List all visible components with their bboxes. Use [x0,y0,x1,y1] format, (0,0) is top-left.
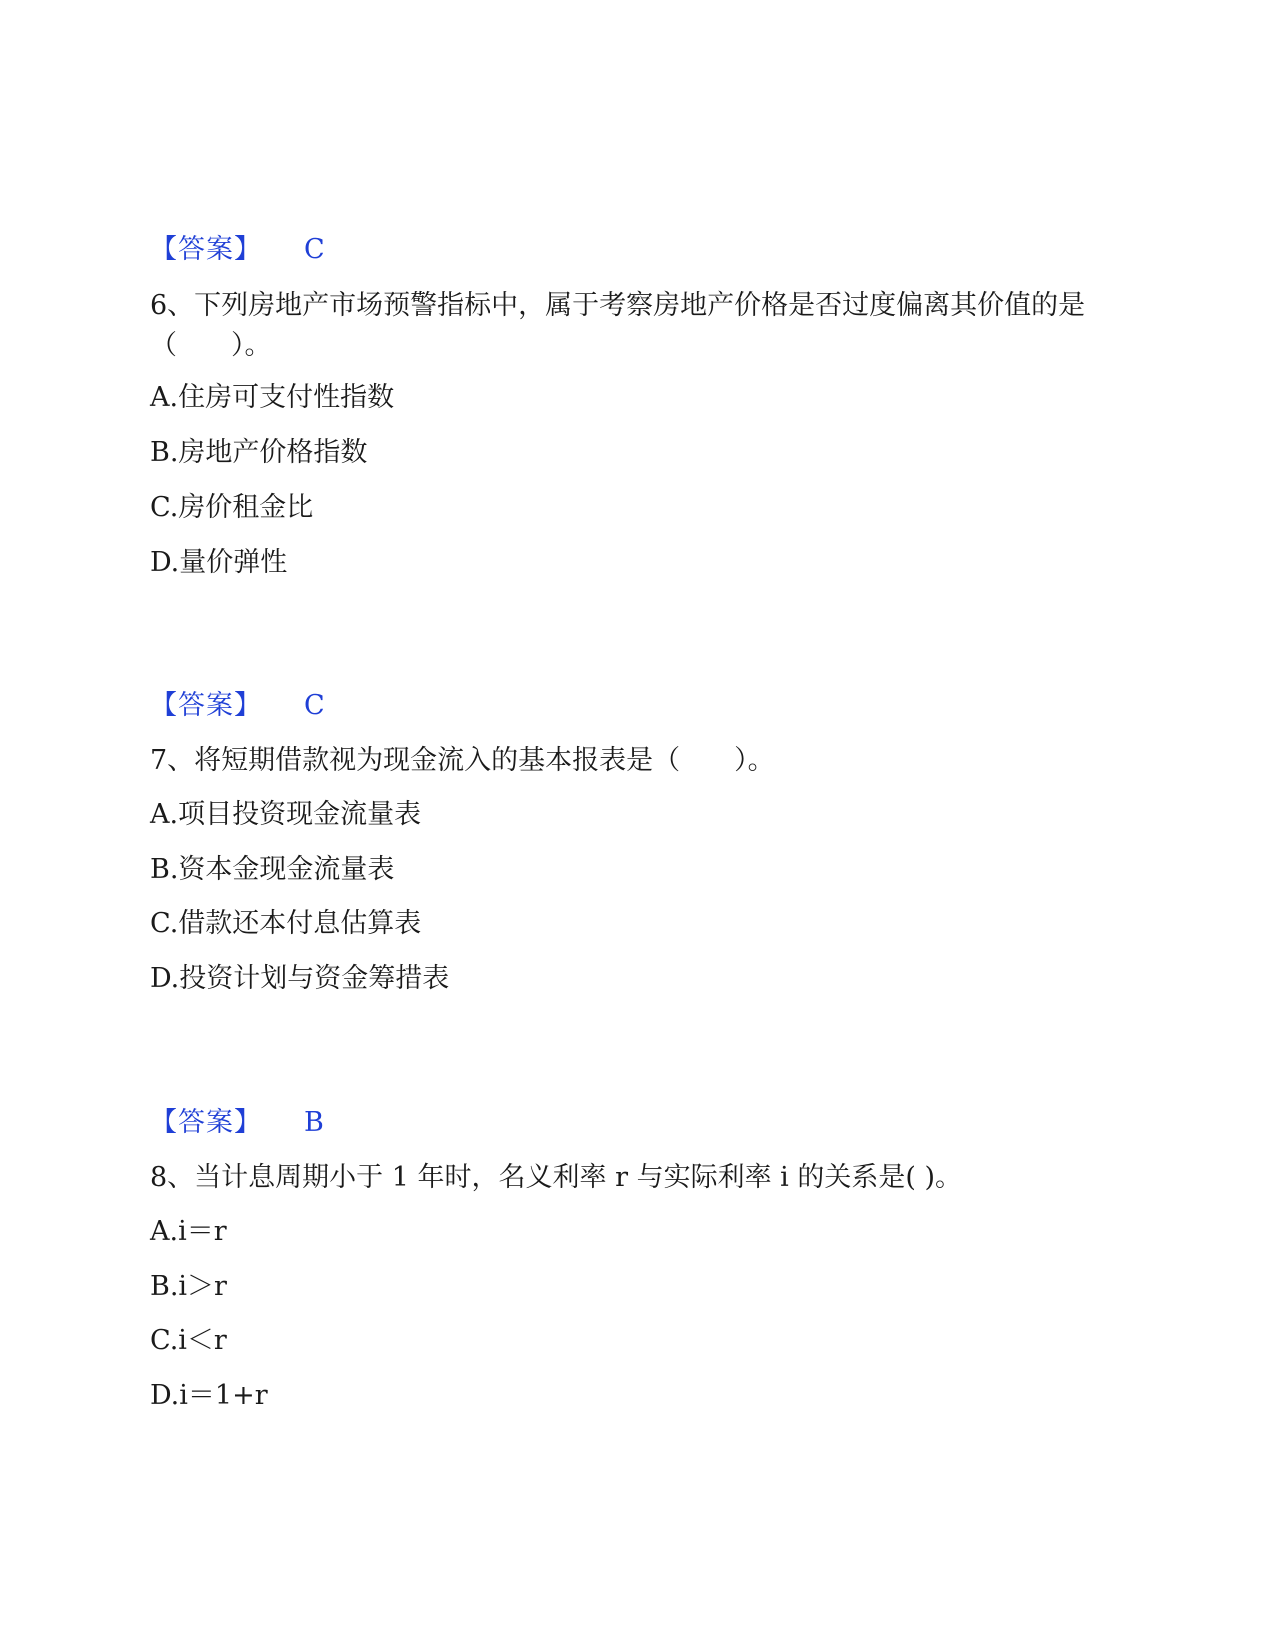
question-text: 7、将短期借款视为现金流入的基本报表是（ ）。 [150,745,775,776]
option-d: D.量价弹性 [150,547,288,578]
question-text: 6、下列房地产市场预警指标中，属于考察房地产价格是否过度偏离其价值的是（ ）。 [150,290,1086,361]
answer-line [150,1105,324,1141]
option-a: A.住房可支付性指数 [150,382,395,413]
option-a: A.i＝r [150,1216,227,1247]
option-a: A.项目投资现金流量表 [150,799,422,830]
answer-value: C [304,690,325,721]
answer-label: 【答案】 [150,1107,262,1138]
option-d: D.i＝1+r [150,1380,268,1411]
option-b: B.房地产价格指数 [150,437,368,468]
option-b: B.i＞r [150,1271,227,1302]
answer-line [150,688,325,724]
answer-label: 【答案】 [150,690,262,721]
option-d: D.投资计划与资金筹措表 [150,963,450,994]
option-b: B.资本金现金流量表 [150,854,395,885]
question-text: 8、当计息周期小于 1 年时，名义利率 r 与实际利率 i 的关系是( )。 [150,1162,963,1193]
answer-line [150,232,325,268]
answer-value: B [304,1107,324,1138]
option-c: C.房价租金比 [150,492,314,523]
answer-value: C [304,234,325,265]
option-c: C.借款还本付息估算表 [150,908,422,939]
option-c: C.i＜r [150,1325,227,1356]
answer-label: 【答案】 [150,234,262,265]
